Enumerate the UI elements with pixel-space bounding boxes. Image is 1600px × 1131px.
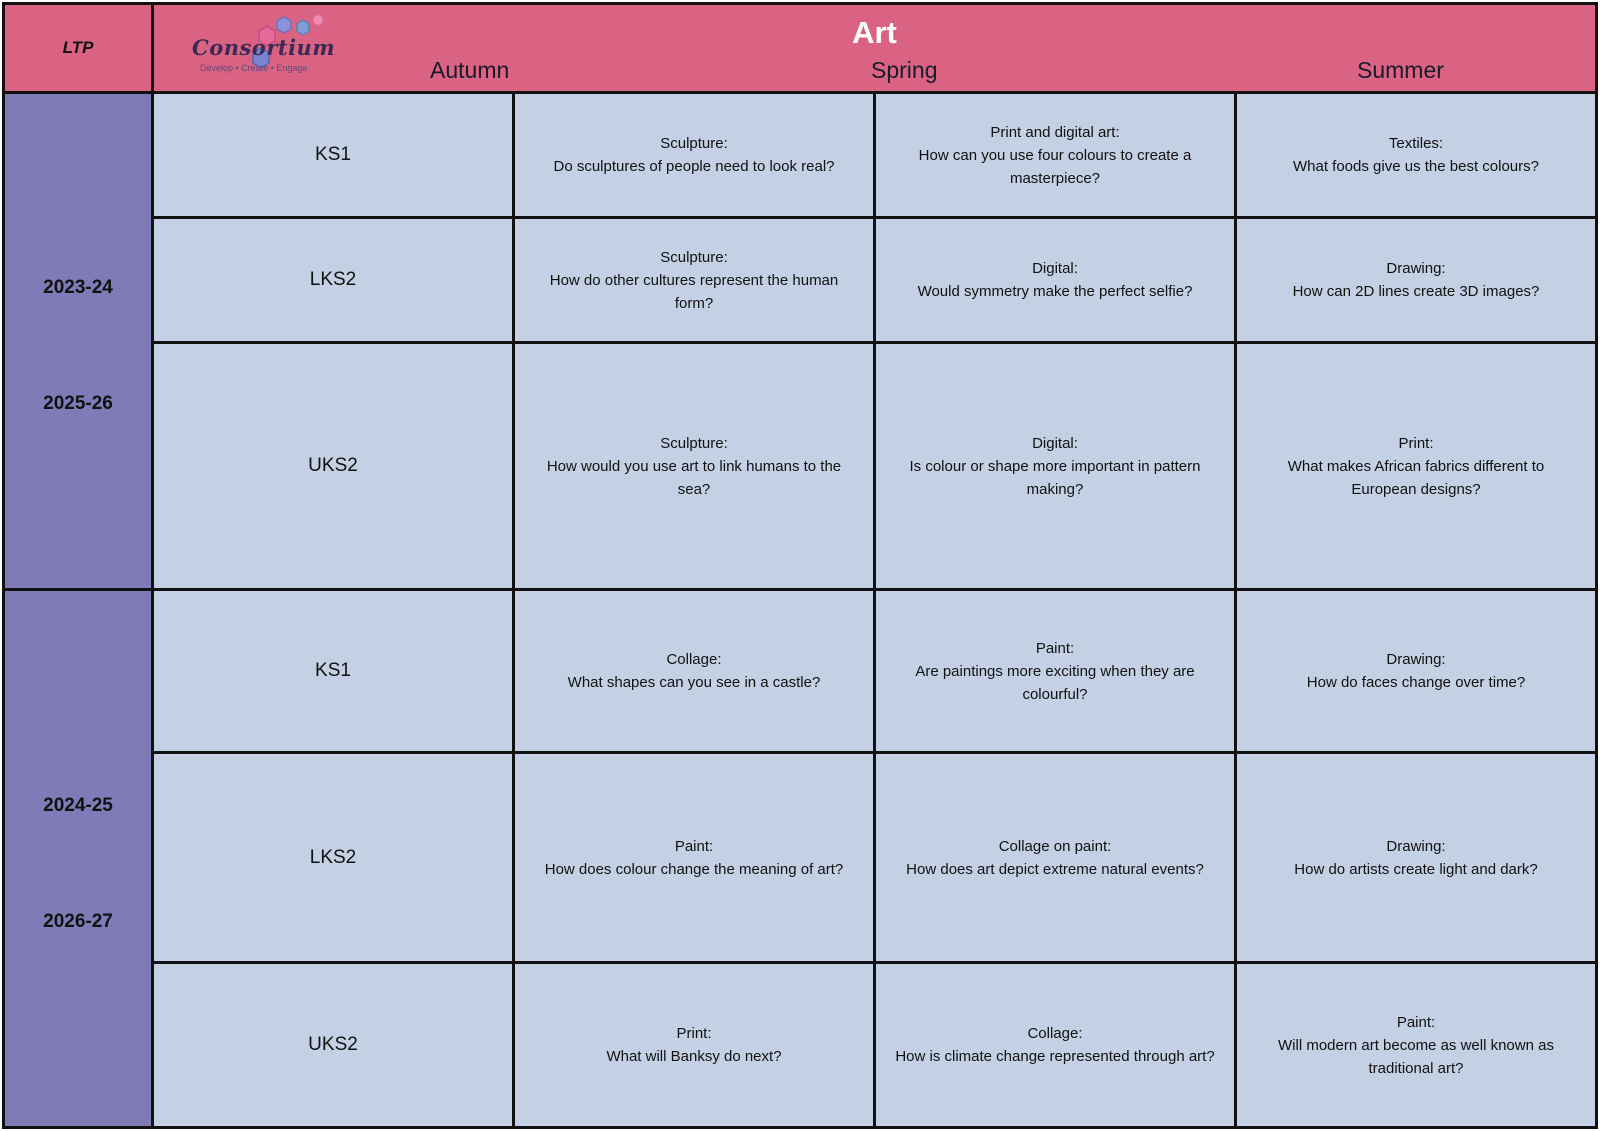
topic-question: Is colour or shape more important in pattern making?	[909, 457, 1201, 498]
topic-type: Digital:	[1032, 434, 1078, 452]
topic-question: What makes African fabrics different to European designs?	[1287, 457, 1545, 498]
topic-type: Sculpture:	[660, 434, 728, 452]
topic-cell-spring	[873, 91, 1237, 219]
stage-label: KS1	[315, 144, 351, 165]
topic-type: Paint:	[674, 837, 714, 855]
topic-cell-summer	[1234, 961, 1598, 1129]
subject-header	[151, 2, 1598, 94]
topic-cell-spring	[873, 751, 1237, 964]
topic-cell-autumn	[512, 91, 876, 219]
topic-cell-autumn	[512, 216, 876, 344]
topic-type: Paint:	[1035, 639, 1075, 657]
topic-question: Will modern art become as well known as traditional art?	[1278, 1036, 1554, 1077]
stage-label: LKS2	[309, 269, 357, 290]
topic-cell-spring	[873, 341, 1237, 591]
topic-question: How does art depict extreme natural events?	[906, 860, 1204, 878]
topic-cell-autumn	[512, 588, 876, 754]
season-autumn: Autumn	[430, 57, 510, 83]
topic-question: How can you use four colours to create a masterpiece?	[918, 146, 1192, 187]
stage-label: KS1	[315, 660, 351, 681]
topic-question: How would you use art to link humans to the sea?	[546, 457, 842, 498]
topic-type: Digital:	[1032, 260, 1078, 277]
topic-question: How is climate change represented through art?	[895, 1048, 1215, 1065]
topic-type: Drawing:	[1386, 651, 1446, 668]
topic-type: Collage:	[1027, 1025, 1083, 1042]
year-cell-cycle-1	[2, 91, 154, 591]
topic-type: Collage:	[666, 651, 722, 668]
year-label: 2025-26	[43, 393, 113, 414]
topic-cell-autumn	[512, 961, 876, 1129]
topic-cell-autumn	[512, 751, 876, 964]
topic-question: Do sculptures of people need to look real?	[553, 158, 835, 175]
topic-type: Print:	[1398, 434, 1434, 452]
topic-question: What shapes can you see in a castle?	[567, 674, 821, 691]
year-cell-cycle-2	[2, 588, 154, 1129]
subject-title: Art	[852, 15, 897, 50]
topic-question: How does colour change the meaning of art?	[544, 860, 844, 878]
topic-question: Are paintings more exciting when they are colourful?	[915, 662, 1195, 703]
logo-tagline: Develop • Create • Engage	[200, 63, 308, 73]
topic-type: Paint:	[1396, 1013, 1436, 1031]
topic-question: How do other cultures represent the human form?	[549, 271, 839, 312]
topic-type: Collage on paint:	[998, 837, 1112, 855]
topic-type: Sculpture:	[660, 248, 728, 266]
topic-cell-spring	[873, 588, 1237, 754]
season-summer: Summer	[1357, 57, 1444, 83]
topic-question: How do faces change over time?	[1306, 674, 1526, 691]
topic-type: Drawing:	[1386, 837, 1446, 855]
topic-type: Print:	[676, 1025, 712, 1042]
topic-question: What will Banksy do next?	[606, 1048, 782, 1065]
topic-question: What foods give us the best colours?	[1293, 158, 1539, 175]
logo-wordmark: Consortium	[192, 35, 336, 60]
stage-label: UKS2	[308, 455, 358, 476]
stage-cell	[151, 216, 515, 344]
season-spring: Spring	[871, 57, 938, 83]
topic-question: Would symmetry make the perfect selfie?	[917, 283, 1193, 300]
topic-type: Textiles:	[1388, 135, 1444, 152]
topic-cell-summer	[1234, 216, 1598, 344]
topic-cell-autumn	[512, 341, 876, 591]
topic-cell-summer	[1234, 588, 1598, 754]
stage-cell	[151, 961, 515, 1129]
topic-cell-summer	[1234, 91, 1598, 219]
topic-type: Print and digital art:	[990, 123, 1120, 141]
year-label: 2023-24	[43, 277, 113, 298]
stage-cell	[151, 588, 515, 754]
topic-cell-spring	[873, 961, 1237, 1129]
year-label: 2024-25	[43, 794, 113, 816]
ltp-header-cell	[2, 2, 154, 94]
stage-label: UKS2	[308, 1034, 358, 1055]
stage-cell	[151, 751, 515, 964]
topic-type: Sculpture:	[660, 135, 728, 152]
stage-label: LKS2	[309, 846, 357, 868]
topic-type: Drawing:	[1386, 260, 1446, 277]
ltp-label: LTP	[62, 38, 94, 57]
topic-question: How do artists create light and dark?	[1294, 860, 1538, 878]
topic-cell-summer	[1234, 341, 1598, 591]
year-label: 2026-27	[43, 910, 113, 932]
stage-cell	[151, 341, 515, 591]
topic-question: How can 2D lines create 3D images?	[1292, 283, 1540, 300]
topic-cell-summer	[1234, 751, 1598, 964]
stage-cell	[151, 91, 515, 219]
topic-cell-spring	[873, 216, 1237, 344]
